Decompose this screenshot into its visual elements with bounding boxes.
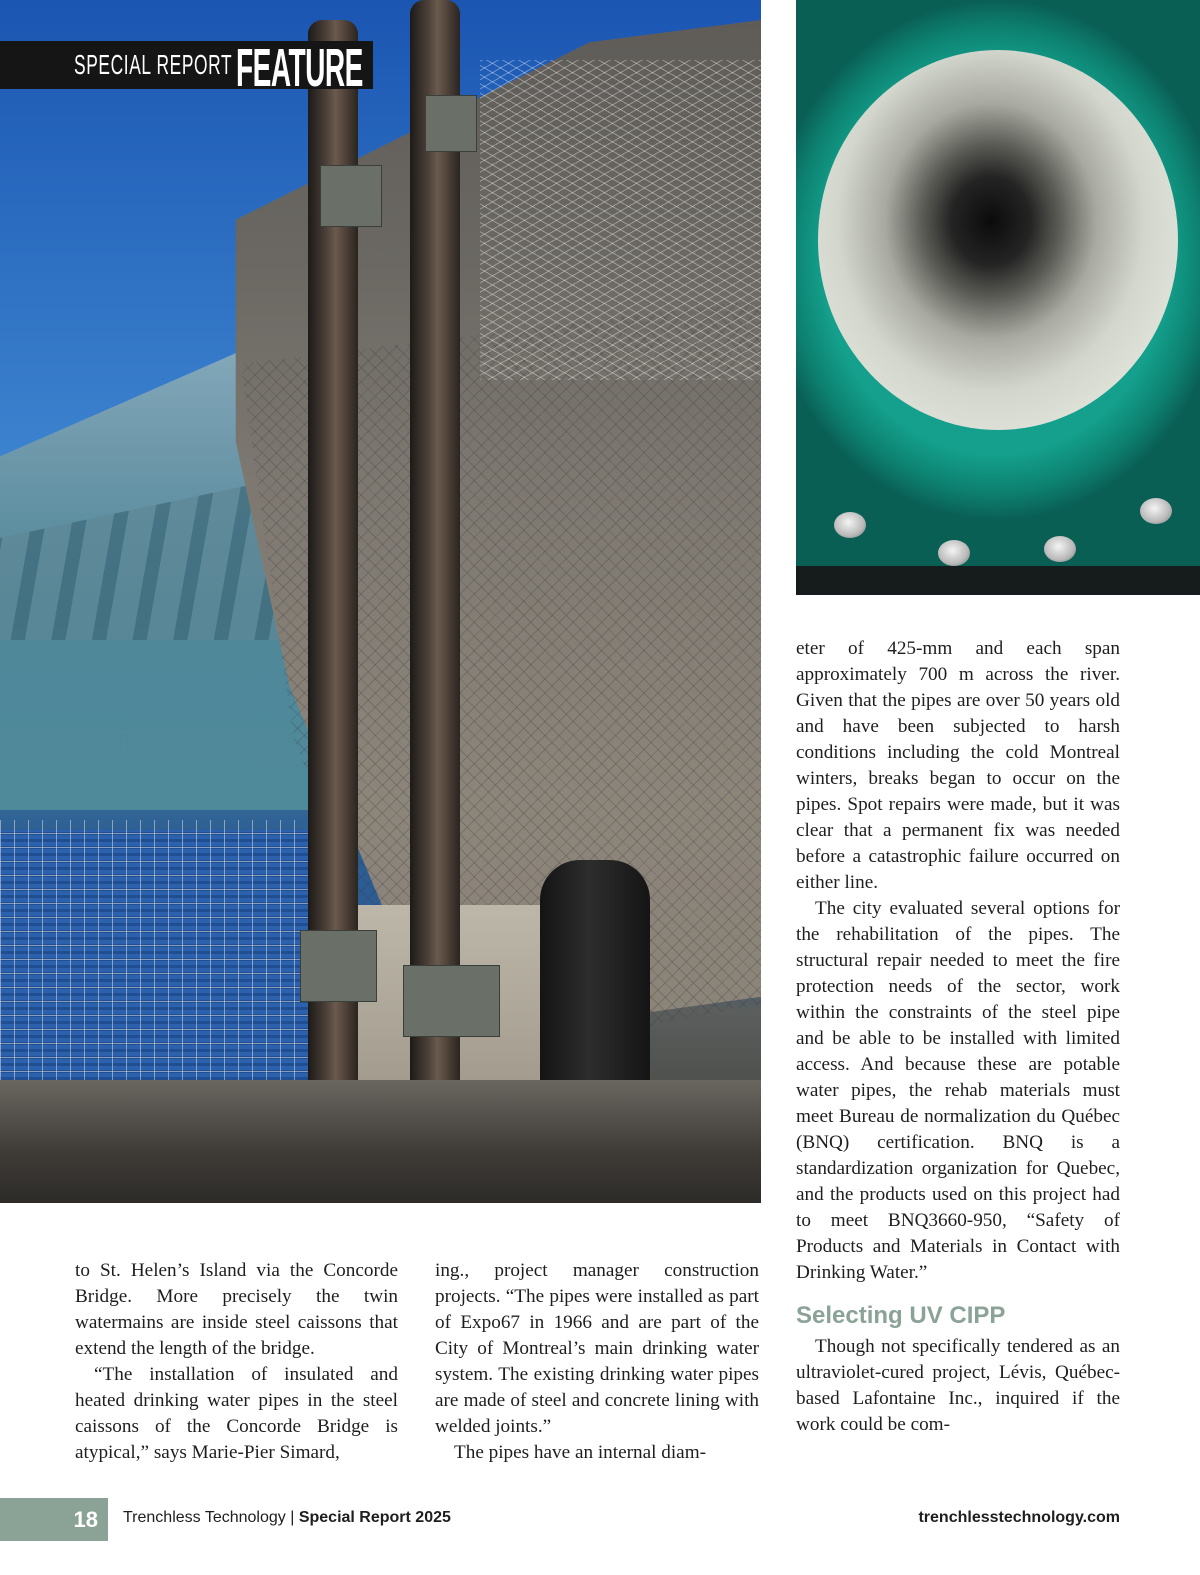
flange-bolt [1140,498,1172,524]
footer-separator: | [290,1509,295,1526]
section-banner: SPECIAL REPORT FEATURE [0,41,373,89]
paragraph: ing., project manager construction projects. “The pipes were installed as part of Expo67 in 1966 and are part of the City of Montreal’s main drinking water system. The existing drinking water pipes are made of steel and concrete lining with welded joints.” [435,1260,759,1437]
flange-bolt [938,540,970,566]
paragraph: Though not specifically tendered as an ultraviolet-cured project, Lévis, Québec-based Lafontaine Inc., inquired if the work could be com- [796,1336,1120,1435]
pipe-bracket [425,95,477,152]
footer-publication [123,1509,451,1527]
paragraph: eter of 425-mm and each span approximately 700 m across the river. Given that the pipes are over 50 years old and have been subjected to harsh conditions including the cold Montreal winters, breaks began to occur on the pipes. Spot repairs were made, but it was clear that a permanent fix was needed before a catastrophic failure occurred on either line. [796,638,1120,893]
paragraph: to St. Helen’s Island via the Concorde Bridge. More precisely the twin watermains are inside steel caissons that extend the length of the bridge. [75,1260,398,1359]
section-subheading: Selecting UV CIPP [796,1302,1006,1329]
banner-feature-label: FEATURE [236,38,363,98]
magazine-name: Trenchless Technology [123,1509,286,1526]
pipe-bracket [403,965,500,1037]
pipe-bracket [300,930,377,1002]
article-column-3 [796,636,1120,1438]
paragraph: The city evaluated several options for the rehabilitation of the pipes. The structural repair needed to meet the fire protection needs of the sector, work within the constraints of the steel pipe and be able to be installed with limited access. And because these are potable water pipes, the rehab materials must meet Bureau de normalization du Québec (BNQ) certification. BNQ is a standardization organization for Quebec, and the products used on this project had to meet BNQ3660-950, “Safety of Products and Materials in Contact with Drinking Water.” [796,898,1120,1283]
page-footer [0,1498,1200,1541]
issue-name: Special Report 2025 [298,1509,451,1526]
photo-floor [796,566,1200,595]
gravel-ground [0,1080,761,1203]
article-column-2 [435,1258,759,1466]
construction-fence [0,820,320,1100]
pipe-lining [818,50,1178,430]
flange-bolt [1044,536,1076,562]
pipe-interior-photo [796,0,1200,595]
paragraph: “The installation of insulated and heated drinking water pipes in the steel caissons of the Concorde Bridge is atypical,” says Marie-Pier Simard, [75,1364,398,1463]
paragraph: The pipes have an internal diam- [454,1442,707,1463]
bridge-pier-photo [0,0,761,1203]
protective-net [480,60,761,380]
website-url: trenchlesstechnology.com [918,1509,1120,1526]
article-column-1 [75,1258,398,1466]
page-number: 18 [0,1498,108,1541]
flange-bolt [834,512,866,538]
pipe-bracket [320,165,382,227]
